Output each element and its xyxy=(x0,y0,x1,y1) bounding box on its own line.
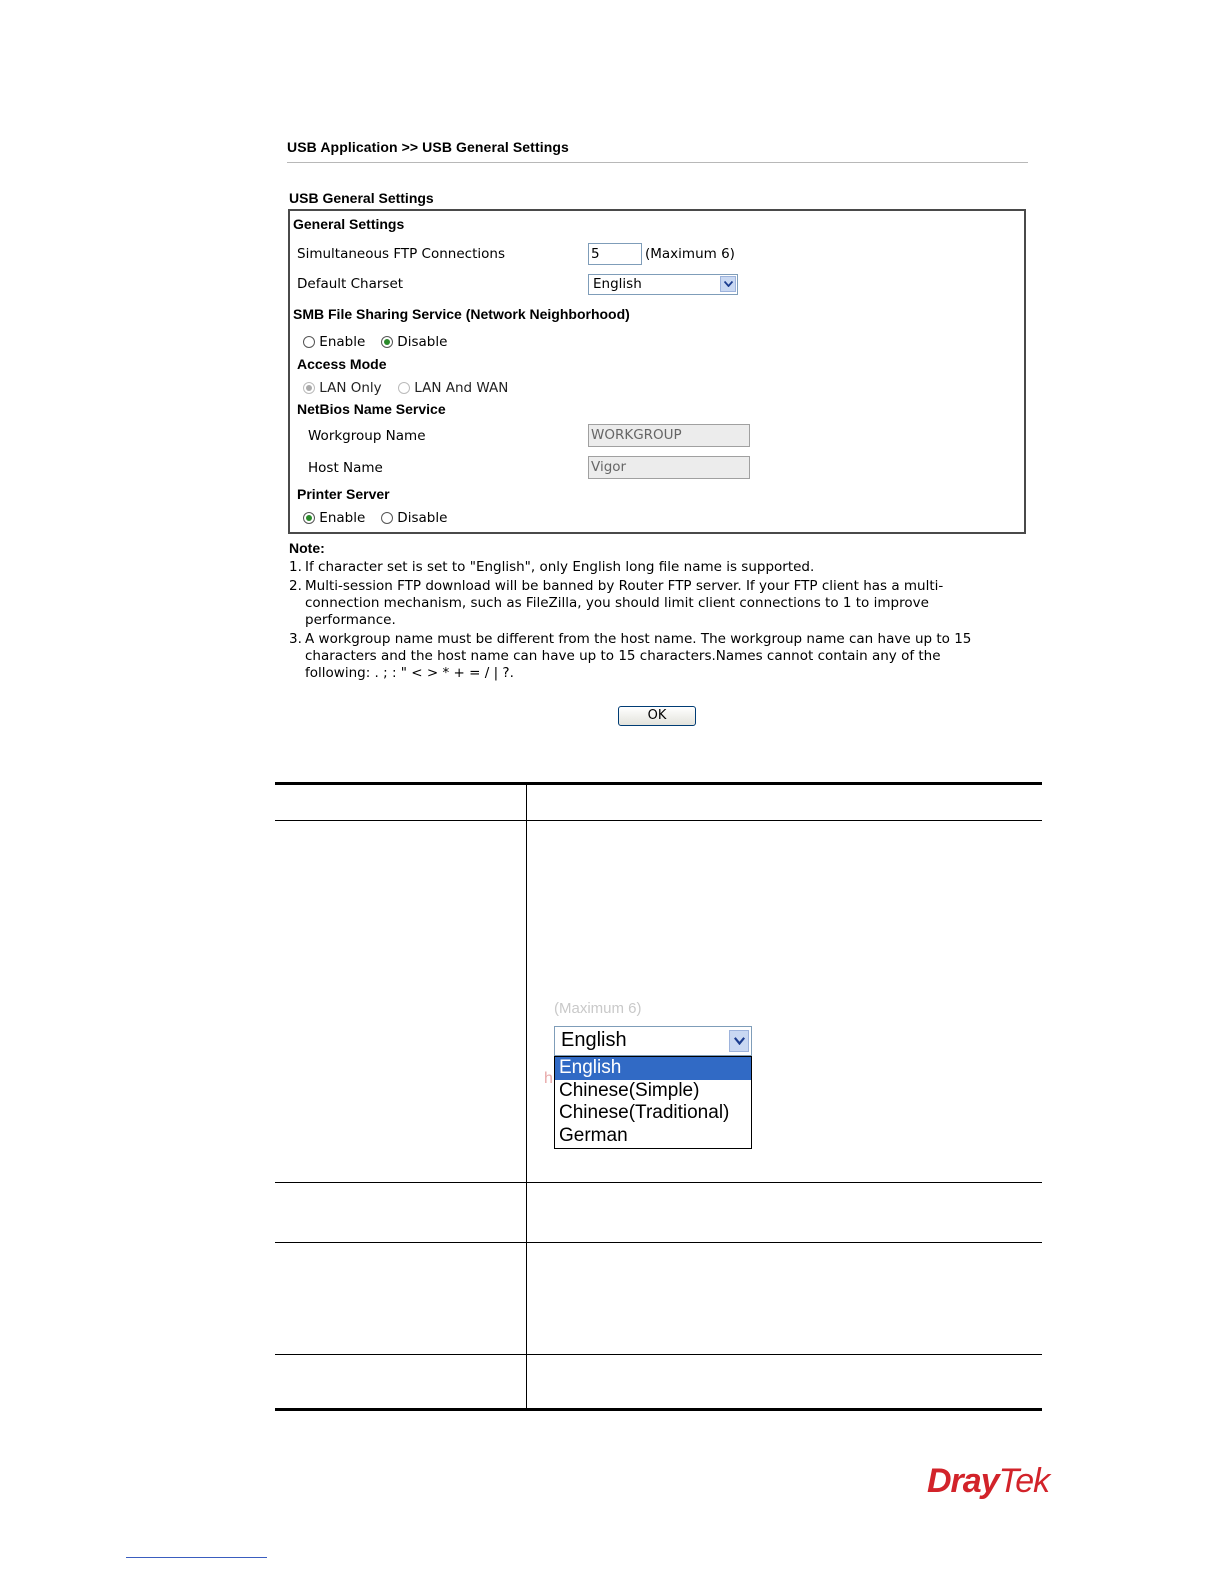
note-3-line: A workgroup name must be different from the host name. The workgroup name can have up to 15 xyxy=(305,631,972,647)
lan-only-radio xyxy=(303,382,315,394)
smb-disable-option[interactable] xyxy=(381,334,447,350)
lan-wan-label: LAN And WAN xyxy=(414,380,509,396)
general-settings-header: General Settings xyxy=(293,216,405,232)
ok-button[interactable]: OK xyxy=(618,706,696,726)
zoom-faded-hint: (Maximum 6) xyxy=(554,1000,642,1017)
note-3-line: following: . ; : " < > * + = / | ?. xyxy=(305,665,514,681)
table-row-divider xyxy=(275,1182,1042,1183)
page-title: USB General Settings xyxy=(289,190,434,206)
smb-enable-label: Enable xyxy=(319,334,366,350)
table-column-divider xyxy=(526,782,527,1411)
charset-select[interactable] xyxy=(588,274,738,295)
printer-server-header: Printer Server xyxy=(297,486,390,502)
charset-option[interactable]: Chinese(Traditional) xyxy=(559,1102,730,1123)
chevron-down-icon[interactable] xyxy=(720,276,736,292)
table-bottom-border xyxy=(275,1408,1042,1411)
charset-dropdown-list xyxy=(554,1056,752,1149)
note-3-line: characters and the host name can have up to 15 characters.Names cannot contain any of the xyxy=(305,648,941,664)
note-title: Note: xyxy=(289,540,325,556)
breadcrumb: USB Application >> USB General Settings xyxy=(287,139,569,155)
ftp-max-hint: (Maximum 6) xyxy=(645,246,735,262)
table-header-divider xyxy=(275,820,1042,821)
charset-select-value: English xyxy=(593,276,642,292)
note-3-number: 3. xyxy=(289,631,302,647)
lan-only-label: LAN Only xyxy=(319,380,382,396)
printer-disable-option[interactable] xyxy=(381,510,447,526)
printer-disable-radio[interactable] xyxy=(381,512,393,524)
table-row-divider xyxy=(275,1354,1042,1355)
workgroup-input: WORKGROUP xyxy=(588,424,750,447)
note-1-number: 1. xyxy=(289,559,302,575)
smb-disable-radio[interactable] xyxy=(381,336,393,348)
charset-option[interactable]: English xyxy=(555,1057,751,1080)
table-top-border xyxy=(275,782,1042,785)
charset-option[interactable]: Chinese(Simple) xyxy=(559,1079,700,1101)
note-2-line: performance. xyxy=(305,612,396,628)
workgroup-label: Workgroup Name xyxy=(308,428,426,444)
table-row-divider xyxy=(275,1242,1042,1243)
note-2-line: Multi-session FTP download will be banned by Router FTP server. If your FTP client has a multi- xyxy=(305,578,944,594)
netbios-header: NetBios Name Service xyxy=(297,401,446,417)
ftp-connections-input[interactable]: 5 xyxy=(588,243,642,265)
zoomed-charset-select[interactable] xyxy=(554,1026,752,1056)
zoomed-charset-value: English xyxy=(561,1029,627,1051)
breadcrumb-divider xyxy=(287,162,1028,163)
smb-header: SMB File Sharing Service (Network Neighborhood) xyxy=(293,306,630,322)
smb-disable-label: Disable xyxy=(397,334,448,350)
note-2-number: 2. xyxy=(289,578,302,594)
logo-tek: Tek xyxy=(998,1462,1050,1500)
footer-link-underline xyxy=(126,1557,267,1558)
host-name-label: Host Name xyxy=(308,460,383,476)
draytek-logo xyxy=(927,1462,1049,1501)
host-name-input: Vigor xyxy=(588,456,750,479)
lan-wan-radio xyxy=(398,382,410,394)
access-mode-header: Access Mode xyxy=(297,356,387,372)
smb-enable-radio[interactable] xyxy=(303,336,315,348)
smb-enable-option[interactable] xyxy=(303,334,365,350)
note-2-line: connection mechanism, such as FileZilla, you should limit client connections to 1 to improve xyxy=(305,595,929,611)
printer-enable-label: Enable xyxy=(319,510,366,526)
default-charset-label: Default Charset xyxy=(297,276,404,292)
zoom-ghost-mark: h xyxy=(544,1070,553,1087)
printer-enable-radio[interactable] xyxy=(303,512,315,524)
printer-enable-option[interactable] xyxy=(303,510,365,526)
charset-option[interactable]: German xyxy=(559,1124,628,1146)
note-1-line: If character set is set to "English", only English long file name is supported. xyxy=(305,559,815,575)
logo-dray: Dray xyxy=(927,1462,999,1500)
ftp-connections-label: Simultaneous FTP Connections xyxy=(297,246,505,262)
chevron-down-icon[interactable] xyxy=(729,1030,749,1052)
lan-only-option xyxy=(303,380,382,396)
printer-disable-label: Disable xyxy=(397,510,448,526)
lan-wan-option xyxy=(398,380,508,396)
